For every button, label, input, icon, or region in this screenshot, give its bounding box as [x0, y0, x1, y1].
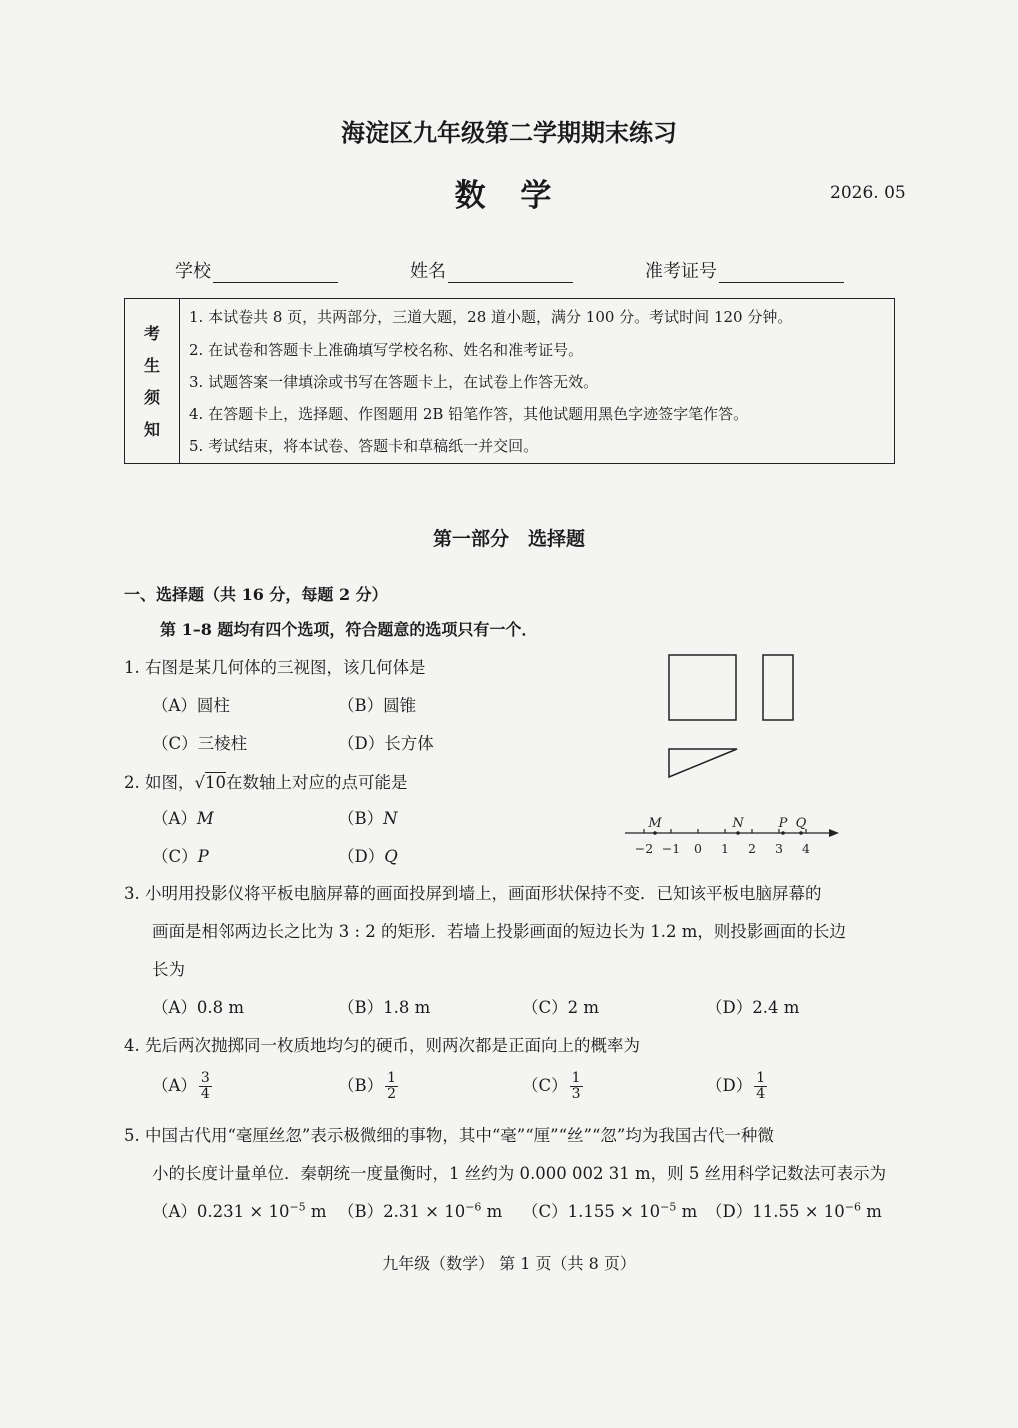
part-heading: 第一部分 选择题: [432, 528, 585, 550]
name-field: [410, 257, 573, 283]
q4-option-tag: （D）: [706, 1076, 753, 1095]
q5-option-exponent: −5: [660, 1200, 677, 1214]
notice-item: 5. 考试结束，将本试卷、答题卡和草稿纸一并交回。: [189, 437, 539, 455]
numerator: 3: [200, 1070, 210, 1086]
exam-id-blank[interactable]: [719, 262, 844, 283]
sqrt-radicand: 10: [205, 773, 227, 792]
q2-option-d: [338, 843, 398, 867]
q5-option-tag: （A）: [152, 1202, 197, 1221]
q5-line: 5. 中国古代用“毫厘丝忽”表示极微细的事物，其中“毫”“厘”“丝”“忽”均为我国古代一种微: [124, 1126, 774, 1145]
notice-label-char: 须: [143, 388, 160, 407]
q5-option-mantissa: 2.31 × 10: [383, 1202, 466, 1221]
q4-option-tag: （A）: [152, 1076, 197, 1095]
three-view-figure: [660, 645, 810, 785]
q2-option-tag: （A）: [152, 809, 197, 828]
front-view: [669, 655, 736, 720]
q2-option-c: [152, 843, 209, 867]
q5-option-exponent: −6: [465, 1200, 482, 1214]
q5-option-tag: （C）: [522, 1202, 568, 1221]
notice-box: [124, 298, 895, 464]
notice-item: 4. 在答题卡上，选择题、作图题用 2B 铅笔作答，其他试题用黑色字迹签字笔作答。: [189, 405, 749, 423]
q5-option-tag: （B）: [338, 1202, 384, 1221]
q1-option-b: （B）圆锥: [338, 696, 417, 715]
q2-option-tag: （D）: [338, 847, 385, 866]
q5-option-unit: m: [676, 1202, 698, 1221]
q5-option-exponent: −5: [289, 1200, 306, 1214]
q2-option-value: M: [196, 809, 214, 828]
tick-label: −1: [661, 841, 681, 856]
name-label: 姓名: [410, 261, 446, 282]
section-instruction: 第 1–8 题均有四个选项，符合题意的选项只有一个．: [160, 620, 538, 639]
q5-option-c: [522, 1198, 697, 1222]
numerator: 1: [756, 1070, 766, 1086]
notice-label-char: 考: [143, 324, 160, 343]
exam-id-label: 准考证号: [645, 261, 717, 282]
q3-line: 3. 小明用投影仪将平板电脑屏幕的画面投屏到墙上，画面形状保持不变．已知该平板电脑屏幕的: [124, 884, 822, 903]
denominator: 4: [200, 1086, 210, 1102]
q3-option-a: （A）0.8 m: [152, 998, 245, 1017]
exam-id-field: [645, 257, 844, 283]
exam-date: 2026. 05: [830, 183, 906, 203]
q5-option-unit: m: [305, 1202, 327, 1221]
point-label-n: N: [732, 816, 744, 831]
q3-line: 画面是相邻两边长之比为 3 : 2 的矩形．若墙上投影画面的短边长为 1.2 m，则投影画面的长边: [152, 922, 846, 941]
top-view: [669, 749, 737, 777]
name-blank[interactable]: [448, 262, 573, 283]
q3-line: 长为: [152, 960, 185, 979]
tick-label: 0: [694, 841, 702, 856]
q3-option-d: （D）2.4 m: [706, 998, 800, 1017]
notice-item: 1. 本试卷共 8 页，共两部分，三道大题，28 道小题，满分 100 分。考试时间 120 分钟。: [189, 308, 793, 326]
fraction: [199, 1071, 212, 1102]
q2-option-value: P: [197, 847, 209, 866]
q3-option-b: （B）1.8 m: [338, 998, 431, 1017]
fraction: [385, 1071, 398, 1102]
tick-label: 4: [802, 841, 810, 856]
q5-option-unit: m: [481, 1202, 503, 1221]
q4-option-tag: （C）: [522, 1076, 568, 1095]
point-label-q: Q: [795, 816, 807, 831]
number-line-arrow: [829, 829, 839, 837]
q1-stem: 1. 右图是某几何体的三视图，该几何体是: [124, 658, 426, 677]
tick-label: 2: [748, 841, 756, 856]
q4-option-c: [522, 1071, 583, 1102]
point-label-m: M: [648, 816, 662, 831]
school-label: 学校: [175, 261, 211, 282]
q2-option-b: [338, 805, 398, 829]
q5-option-mantissa: 0.231 × 10: [196, 1202, 290, 1221]
q5-option-mantissa: 1.155 × 10: [567, 1202, 661, 1221]
side-view: [763, 655, 793, 720]
q1-option-a: （A）圆柱: [152, 696, 230, 715]
notice-label: [125, 299, 180, 463]
q5-option-b: [338, 1198, 502, 1222]
q2-stem-after: 在数轴上对应的点可能是: [226, 773, 408, 792]
q5-line: 小的长度计量单位．秦朝统一度量衡时，1 丝约为 0.000 002 31 m，则 5 丝用科学记数法可表示为: [152, 1164, 887, 1183]
notice-label-char: 生: [143, 356, 160, 375]
exam-title: 海淀区九年级第二学期期末练习: [341, 118, 677, 147]
sqrt-expression: [195, 772, 227, 792]
q5-option-exponent: −6: [844, 1200, 861, 1214]
q4-option-b: [338, 1071, 398, 1102]
point-label-p: P: [778, 816, 788, 831]
page-footer: 九年级（数学） 第 1 页（共 8 页）: [382, 1254, 636, 1273]
q4-option-d: [706, 1071, 767, 1102]
q2-stem: [124, 769, 408, 793]
school-field: [175, 257, 338, 283]
number-line: [620, 810, 850, 860]
tick-label: 3: [775, 841, 783, 856]
notice-item: 3. 试题答案一律填涂或书写在答题卡上，在试卷上作答无效。: [189, 373, 599, 391]
q2-option-value: N: [383, 809, 398, 828]
numerator: 1: [387, 1070, 397, 1086]
denominator: 4: [756, 1086, 766, 1102]
q5-option-tag: （D）: [706, 1202, 753, 1221]
q1-option-c: （C）三棱柱: [152, 734, 248, 753]
fraction: [570, 1071, 583, 1102]
q2-option-tag: （C）: [152, 847, 198, 866]
denominator: 3: [571, 1086, 581, 1102]
fraction: [754, 1071, 767, 1102]
numerator: 1: [571, 1070, 581, 1086]
q5-option-a: [152, 1198, 327, 1222]
q4-option-a: [152, 1071, 212, 1102]
notice-item: 2. 在试卷和答题卡上准确填写学校名称、姓名和准考证号。: [189, 341, 584, 359]
q5-option-mantissa: 11.55 × 10: [752, 1202, 845, 1221]
tick-label: 1: [721, 841, 729, 856]
subject-title: 数 学: [454, 178, 564, 214]
q1-option-d: （D）长方体: [338, 734, 434, 753]
q2-option-tag: （B）: [338, 809, 384, 828]
q2-option-value: Q: [384, 847, 398, 866]
notice-label-char: 知: [143, 420, 160, 439]
q5-option-unit: m: [861, 1202, 882, 1221]
school-blank[interactable]: [213, 262, 338, 283]
sqrt-symbol: √: [194, 773, 206, 792]
q2-stem-before: 2. 如图，: [124, 773, 195, 792]
q4-stem: 4. 先后两次抛掷同一枚质地均匀的硬币，则两次都是正面向上的概率为: [124, 1036, 640, 1055]
q4-option-tag: （B）: [338, 1076, 384, 1095]
tick-label: −2: [634, 841, 654, 856]
denominator: 2: [387, 1086, 397, 1102]
q3-option-c: （C）2 m: [522, 998, 600, 1017]
section-heading: 一、选择题（共 16 分，每题 2 分）: [124, 585, 388, 604]
q5-option-d: [706, 1198, 882, 1222]
q2-option-a: [152, 805, 214, 829]
